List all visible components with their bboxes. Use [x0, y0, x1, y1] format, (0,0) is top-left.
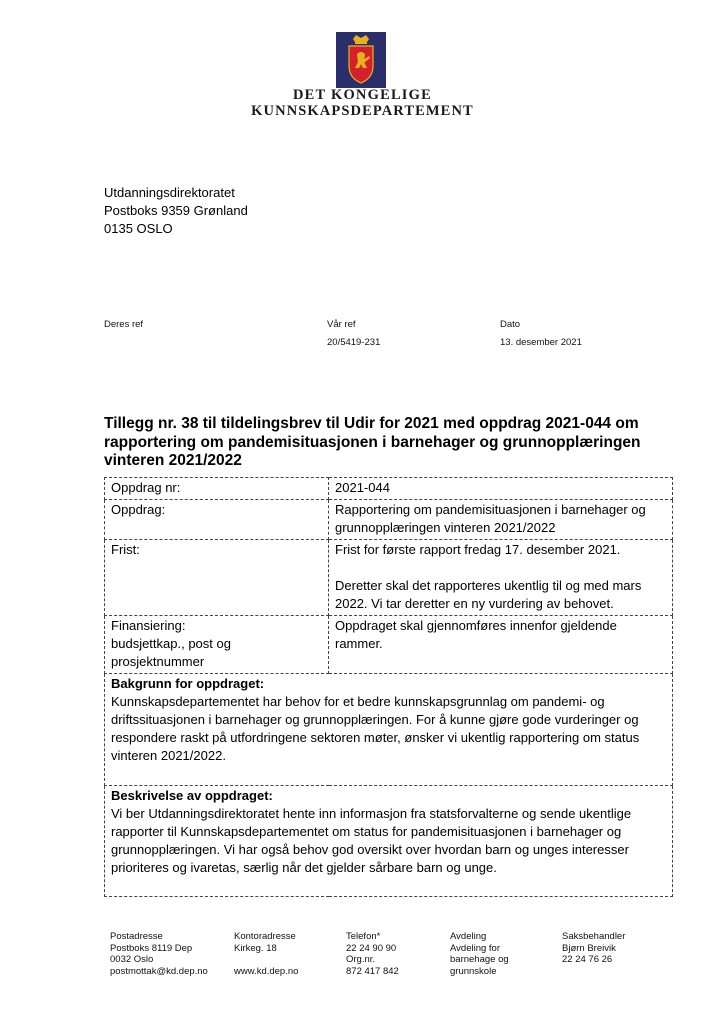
- footer-orgnr-value: 872 417 842: [346, 965, 399, 977]
- footer-avdeling-line: barnehage og: [450, 954, 509, 965]
- footer-avdeling-line: Avdeling for: [450, 942, 500, 954]
- footer-avdeling: [450, 931, 509, 977]
- footer-kontoradresse: [234, 931, 298, 977]
- footer-website: www.kd.dep.no: [234, 965, 299, 977]
- var-ref-label: Vår ref: [327, 319, 356, 330]
- bakgrunn-text: Kunnskapsdepartementet har behov for et bedre kunnskapsgrunnlag om pandemi- og driftssituasjonen i barnehager og grunnopplæringen. For å kunne gjøre gode vurderinger og respondere raskt på utfordringene sektoren møter, ønsker vi ukentlig rapportering om status vinteren 2021/2022.: [111, 694, 640, 763]
- logo-title-line1: DET KONGELIGE: [292, 87, 433, 103]
- finansiering-value: Oppdraget skal gjennomføres innenfor gjeldende rammer.: [329, 616, 673, 674]
- footer-saksbehandler: [562, 931, 625, 966]
- table-row: [105, 540, 673, 616]
- footer-kontoradresse-line: [234, 954, 298, 966]
- footer-kontoradresse-line: Kirkeg. 18: [234, 942, 277, 954]
- footer-telefon: [346, 931, 399, 977]
- footer-kontoradresse-heading: Kontoradresse: [234, 931, 296, 942]
- table-row: [105, 674, 673, 786]
- recipient-street: Postboks 9359 Grønland: [104, 203, 248, 218]
- beskrivelse-cell: [105, 786, 673, 897]
- coat-of-arms-graphic: [336, 32, 386, 88]
- table-row: [105, 478, 673, 500]
- footer-orgnr-label: Org.nr.: [346, 954, 376, 965]
- footer-postadresse-line: Postboks 8119 Dep: [110, 942, 193, 954]
- frist-value-second: Deretter skal det rapporteres ukentlig til og med mars 2022. Vi tar deretter en ny vurdering av behovet.: [335, 578, 642, 611]
- table-row: [105, 786, 673, 897]
- table-row: [105, 616, 673, 674]
- frist-label: Frist:: [105, 540, 329, 616]
- finansiering-sublabel: budsjettkap., post og prosjektnummer: [111, 636, 231, 669]
- footer-saksbehandler-phone: 22 24 76 26: [562, 954, 613, 965]
- oppdrag-label: Oppdrag:: [105, 500, 329, 540]
- dato-value: 13. desember 2021: [500, 337, 582, 348]
- footer-avdeling-heading: Avdeling: [450, 931, 487, 942]
- bakgrunn-heading: Bakgrunn for oppdraget:: [111, 676, 265, 691]
- assignment-table: [104, 477, 673, 897]
- finansiering-label: Finansiering:: [111, 618, 186, 633]
- table-row: [105, 500, 673, 540]
- var-ref-value: 20/5419-231: [327, 337, 381, 348]
- footer-postadresse-line: 0032 Oslo: [110, 954, 154, 965]
- shield-icon: [349, 46, 373, 83]
- bakgrunn-cell: [105, 674, 673, 786]
- footer-avdeling-line: grunnskole: [450, 965, 497, 977]
- footer-postadresse: [110, 931, 208, 977]
- beskrivelse-text: Vi ber Utdanningsdirektoratet hente inn informasjon fra statsforvalterne og sende ukentlige rapporter til Kunnskapsdepartementet om status for pandemisituasjonen i barnehager og grunnopplæringen. Vi har også behov god oversikt over hvordan barn og unges interesser prioriteres og ivaretas, særlig når det gjelder sårbare barn og unge.: [111, 806, 632, 875]
- oppdrag-nr-label: Oppdrag nr:: [105, 478, 329, 500]
- footer-saksbehandler-heading: Saksbehandler: [562, 931, 626, 942]
- document-title: Tillegg nr. 38 til tildelingsbrev til Udir for 2021 med oppdrag 2021-044 om rapportering om pandemisituasjonen i barnehager og grunnopplæringen vinteren 2021/2022: [104, 415, 641, 469]
- recipient-name: Utdanningsdirektoratet: [104, 185, 235, 200]
- beskrivelse-heading: Beskrivelse av oppdraget:: [111, 788, 273, 803]
- oppdrag-value: Rapportering om pandemisituasjonen i barnehager og grunnopplæringen vinteren 2021/2022: [329, 500, 673, 540]
- logo-title-line2: KUNNSKAPSDEPARTEMENT: [251, 103, 474, 119]
- footer-telefon-number: 22 24 90 90: [346, 942, 397, 954]
- finansiering-cell: [105, 616, 329, 674]
- coat-of-arms-icon: [336, 32, 386, 88]
- deres-ref-label: Deres ref: [104, 319, 144, 330]
- footer-email: postmottak@kd.dep.no: [110, 965, 208, 977]
- dato-label: Dato: [500, 319, 521, 330]
- frist-cell: [329, 540, 673, 616]
- frist-spacer: [335, 559, 666, 577]
- crown-band: [355, 42, 367, 44]
- footer-telefon-heading: Telefon*: [346, 931, 381, 942]
- footer-postadresse-heading: Postadresse: [110, 931, 163, 942]
- frist-value-first: Frist for første rapport fredag 17. desember 2021.: [335, 542, 621, 557]
- oppdrag-nr-value: 2021-044: [329, 478, 673, 500]
- footer-saksbehandler-name: Bjørn Breivik: [562, 942, 616, 954]
- recipient-city: 0135 OSLO: [104, 221, 173, 236]
